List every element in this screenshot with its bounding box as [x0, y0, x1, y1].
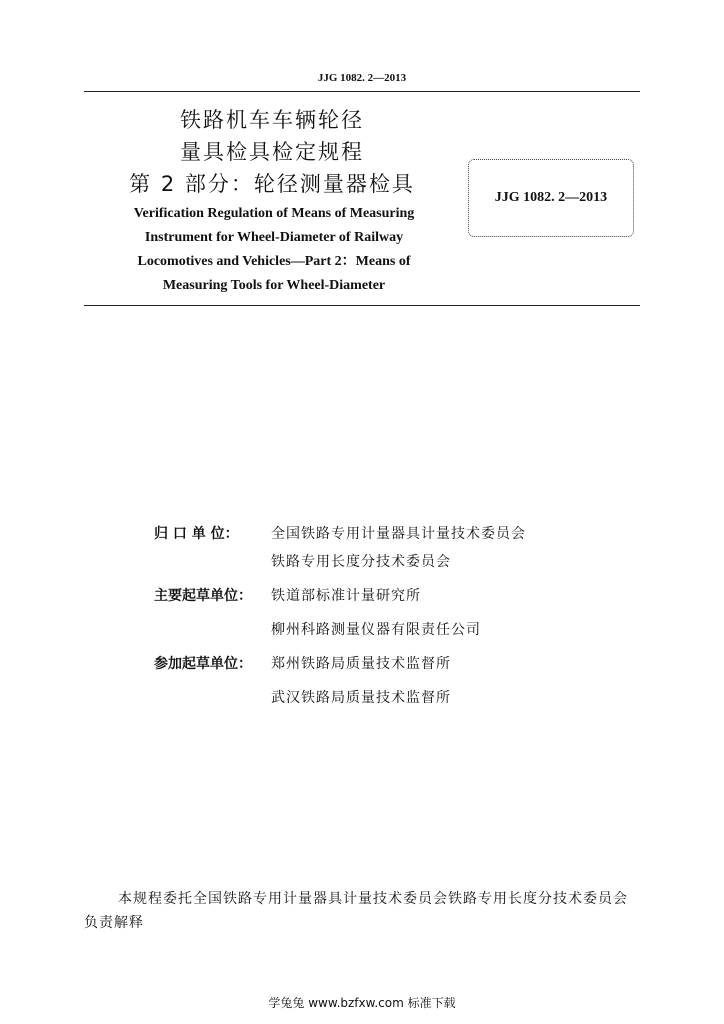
org-value: 郑州铁路局质量技术监督所: [271, 656, 451, 672]
org-row: [154, 520, 634, 548]
organization-block: [154, 520, 634, 712]
title-cn-line3: 第 2 部分：轮径测量器检具: [129, 172, 415, 196]
title-en-line2: Instrument for Wheel-Diameter of Railway: [144, 230, 404, 245]
top-rule: [84, 91, 640, 92]
org-label: 主要起草单位：: [154, 588, 252, 604]
footer-watermark: 学兔兔 www.bzfxw.com 标准下载: [268, 996, 456, 1010]
org-value: 武汉铁路局质量技术监督所: [271, 690, 451, 706]
title-en: [96, 202, 452, 298]
org-value: 柳州科路测量仪器有限责任公司: [271, 622, 481, 638]
bottom-rule: [84, 305, 640, 306]
standard-code: JJG 1082. 2—2013: [494, 190, 608, 205]
org-row: [154, 548, 634, 576]
org-row: [154, 616, 634, 644]
org-label: 归 口 单 位：: [154, 526, 239, 542]
org-label: [154, 684, 271, 712]
org-label: 参加起草单位：: [154, 656, 252, 672]
org-value: 全国铁路专用计量器具计量技术委员会: [271, 526, 526, 542]
header-code: JJG 1082. 2—2013: [317, 72, 407, 84]
title-en-line3: Locomotives and Vehicles—Part 2：Means of: [137, 254, 411, 269]
org-row: [154, 650, 634, 678]
title-en-line4: Measuring Tools for Wheel-Diameter: [162, 278, 386, 293]
interpretation-note: 本规程委托全国铁路专用计量器具计量技术委员会铁路专用长度分技术委员会负责解释: [84, 891, 628, 931]
org-value: 铁道部标准计量研究所: [271, 588, 421, 604]
title-en-line1: Verification Regulation of Means of Measuring: [133, 206, 415, 221]
standard-code-box: [468, 159, 634, 237]
title-cn-line1: 铁路机车车辆轮径: [180, 108, 364, 132]
org-value: 铁路专用长度分技术委员会: [271, 554, 451, 570]
org-label: [154, 616, 271, 644]
org-label: [154, 548, 271, 576]
title-cn-line2: 量具检具检定规程: [180, 140, 364, 164]
org-row: [154, 582, 634, 610]
org-row: [154, 684, 634, 712]
